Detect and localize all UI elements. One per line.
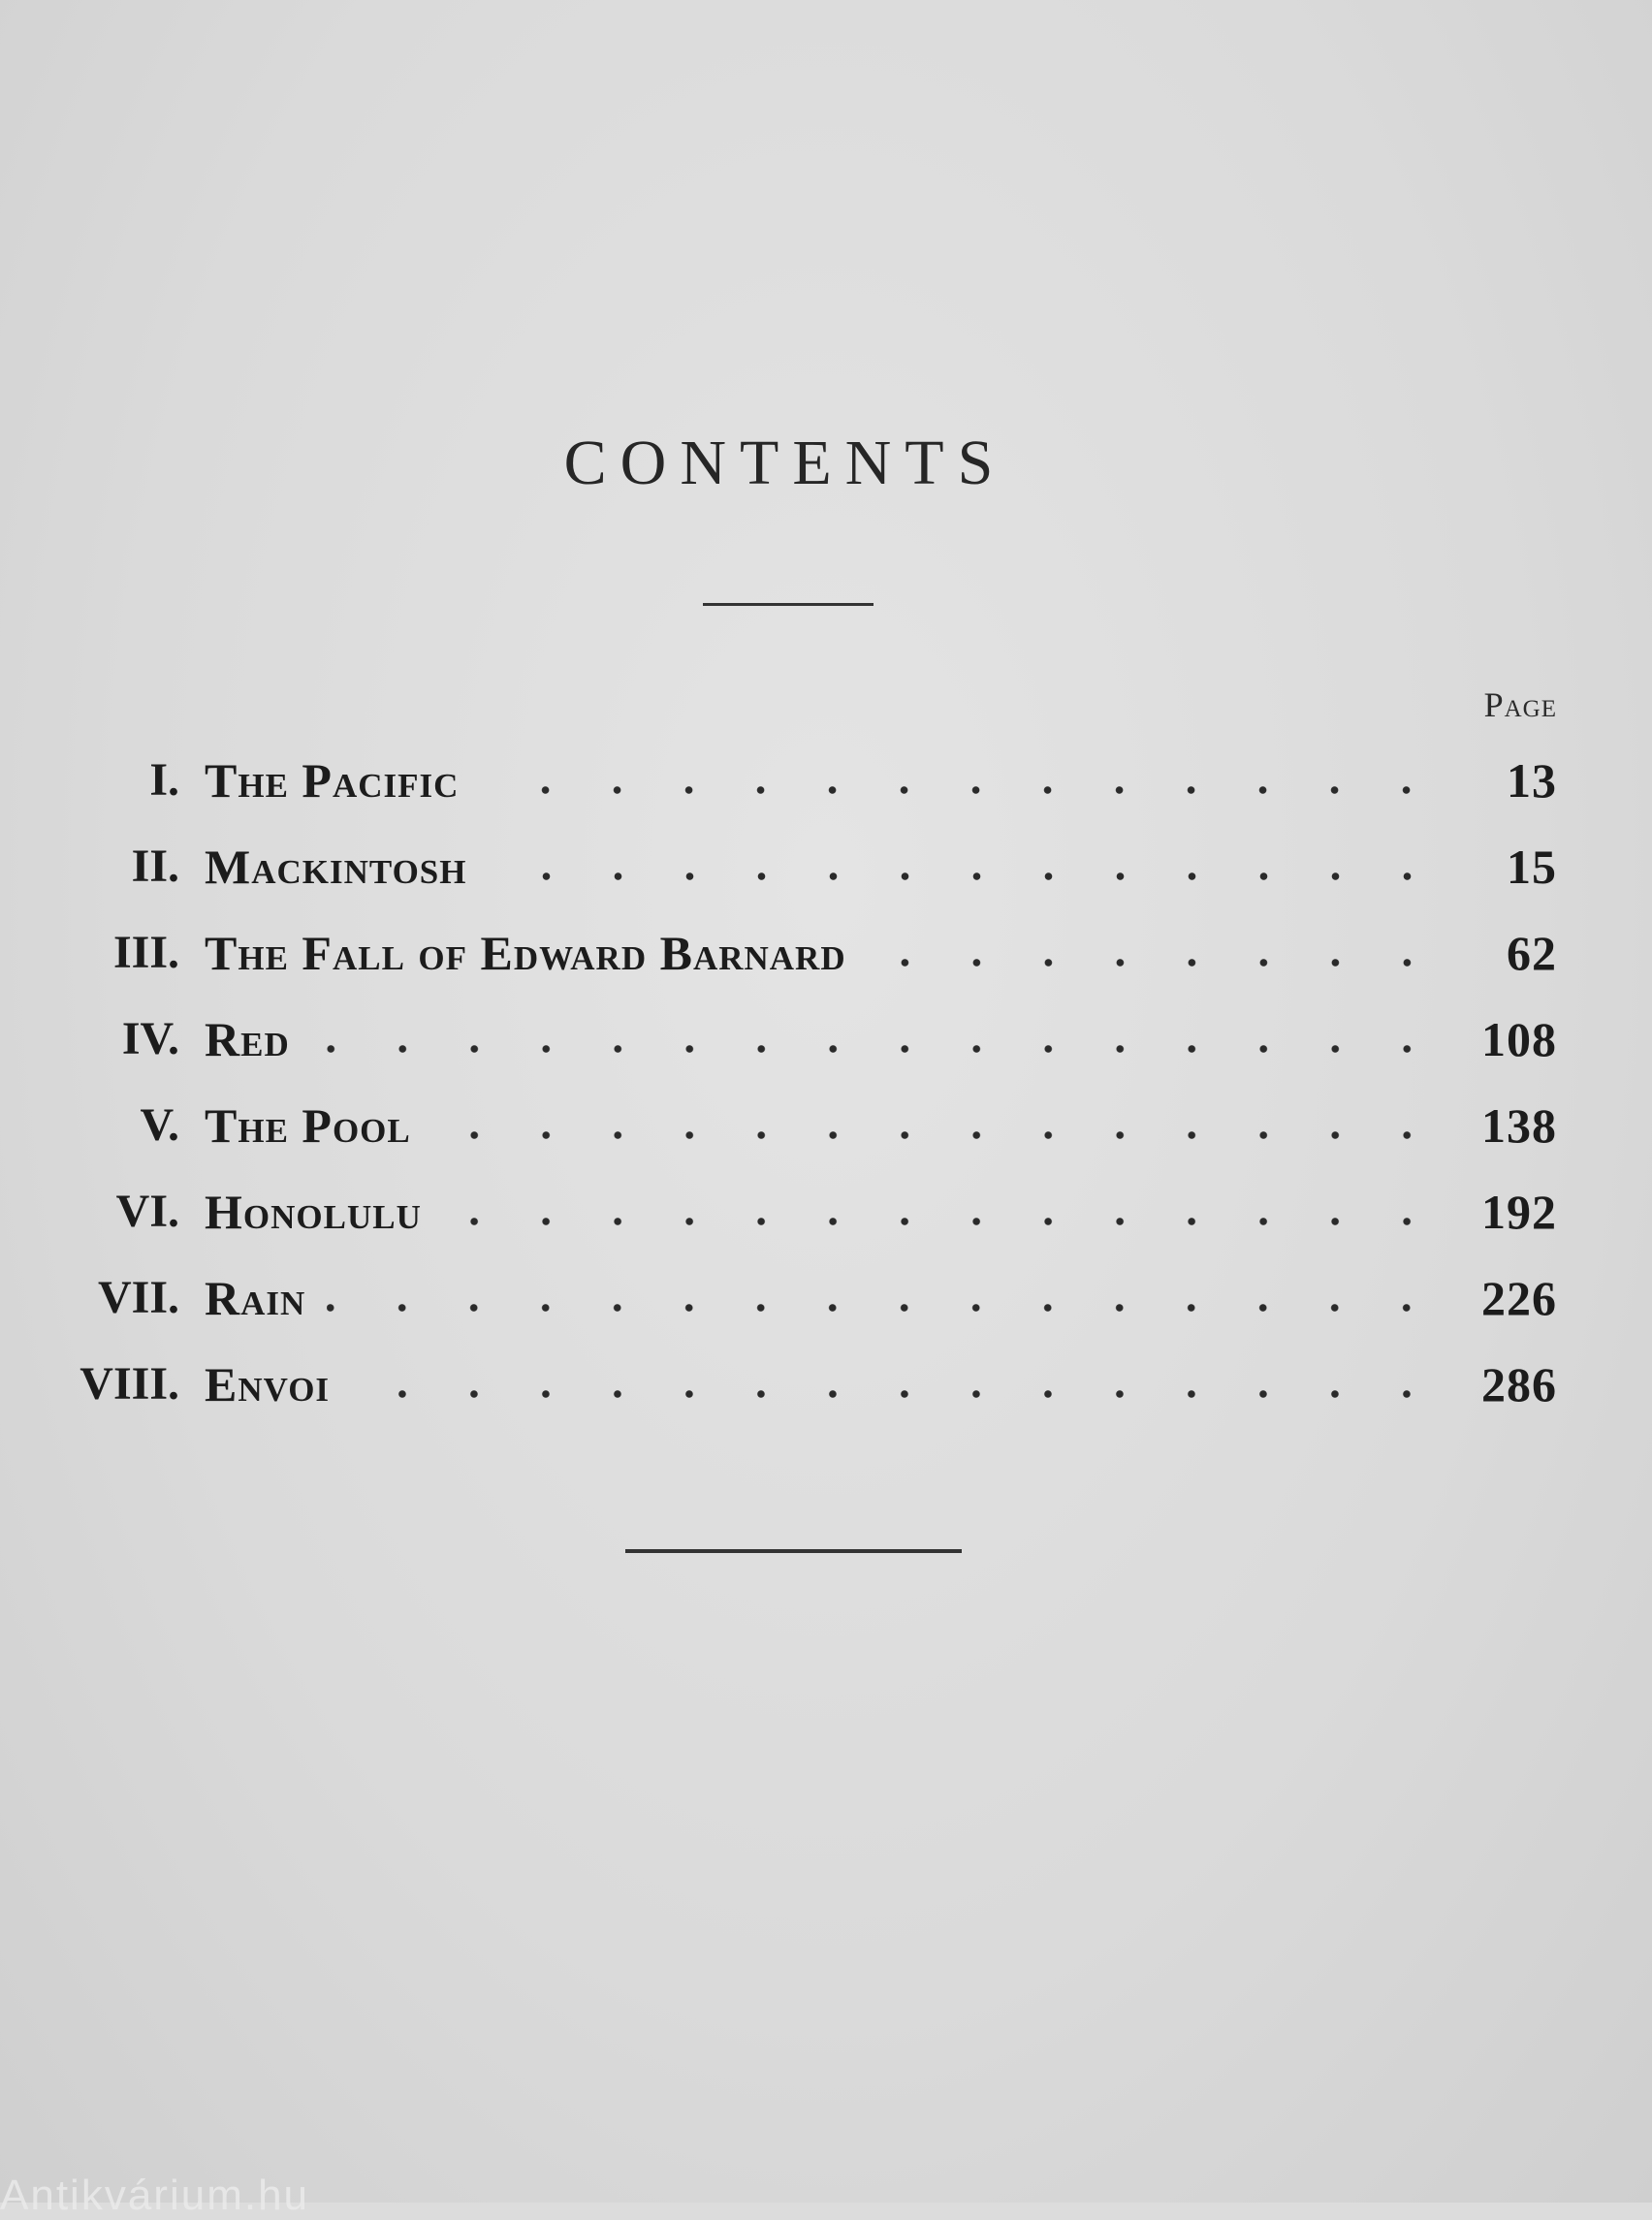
page-number: 13 [1507,752,1557,808]
page-number: 286 [1481,1356,1557,1411]
toc-entry [0,1168,1652,1254]
chapter-number: IV. [121,1013,179,1064]
page-number: 108 [1481,1011,1557,1066]
page-number: 15 [1507,839,1557,894]
dot-leader [443,1207,1443,1236]
chapter-number: I. [149,754,179,806]
bottom-divider [625,1549,962,1553]
contents-title: CONTENTS [563,428,1007,498]
chapter-number: VI. [115,1186,179,1237]
chapter-title: The Fall of Edward Barnard [205,925,846,980]
toc-entry [0,1341,1652,1427]
toc-entry [0,996,1652,1082]
dot-leader [489,862,1444,891]
chapter-title: Honolulu [205,1184,422,1239]
page-column-label: Page [1483,685,1557,724]
watermark-text: Antikvárium.hu [0,2172,310,2219]
page-number: 62 [1507,925,1557,980]
chapter-title: Envoi [205,1356,331,1411]
top-divider [703,603,874,606]
page-number: 192 [1481,1184,1557,1239]
chapter-title: The Pacific [205,752,460,808]
table-of-contents [0,737,1652,1427]
chapter-title: Rain [205,1270,306,1325]
dot-leader [432,1121,1443,1150]
dot-leader [868,948,1443,977]
chapter-title: Red [205,1011,290,1066]
toc-entry [0,823,1652,909]
page-number: 138 [1481,1097,1557,1153]
chapter-title: Mackintosh [205,839,467,894]
chapter-number: VII. [97,1272,179,1323]
chapter-number: V. [140,1099,179,1151]
dot-leader [480,776,1443,805]
toc-entry [0,737,1652,823]
chapter-number: VIII. [79,1358,179,1410]
page-number: 226 [1481,1270,1557,1325]
dot-leader [311,1034,1443,1063]
chapter-number: II. [131,840,179,892]
dot-leader [351,1380,1443,1409]
toc-entry [0,1082,1652,1168]
toc-entry [0,909,1652,996]
chapter-title: The Pool [205,1097,411,1153]
dot-leader [327,1293,1443,1322]
toc-entry [0,1254,1652,1341]
chapter-number: III. [112,927,179,978]
